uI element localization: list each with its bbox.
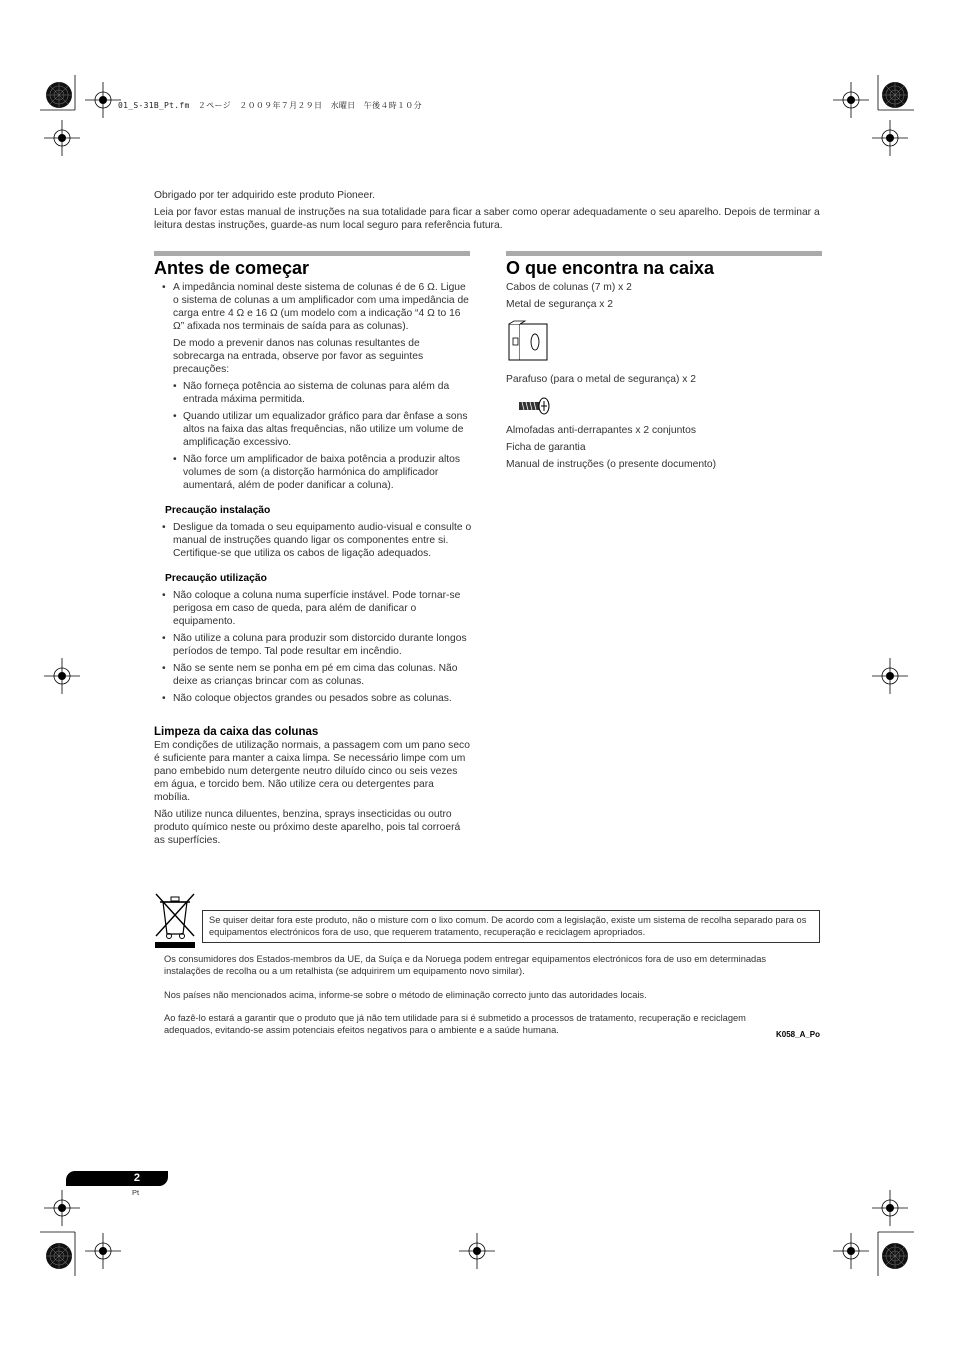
section-bar-left: [154, 251, 470, 256]
cleaning-title: Limpeza da caixa das colunas: [154, 726, 319, 738]
use-bullet: • Não utilize a coluna para produzir som distorcido durante longos períodos de tempo. Tal pode resultar em incêndio.: [154, 632, 472, 658]
before-title: Antes de começar: [154, 258, 310, 278]
impedance-bullet: • A impedância nominal deste sistema de colunas é de 6 Ω. Ligue o sistema de colunas a um amplificador com uma impedância de carga entre 4 Ω e 16 Ω (um modelo com a indicação “4 Ω to 16 Ω” afixada nos terminais de saída para as colunas).: [154, 281, 472, 333]
safety-metal-icon: [505, 320, 549, 366]
intro-thanks: Obrigado por ter adquirido este produto Pioneer.: [154, 190, 375, 201]
box-item-safety-metal: Metal de segurança x 2: [506, 299, 614, 310]
page-language: Pt: [132, 1188, 140, 1197]
weee-notice-text: Se quiser deitar fora este produto, não o misture com o lixo comum. De acordo com a legislação, existe um sistema de recolha separado para os equipamentos electrónicos fora de uso, que requerem tratamento, recuperação e reciclagem apropriados.: [209, 915, 807, 937]
section-bar-right: [506, 251, 822, 256]
screw-icon: [516, 396, 552, 416]
box-item-warranty: Ficha de garantia: [506, 442, 586, 453]
box-title: O que encontra na caixa: [506, 258, 715, 278]
precaution-bullet: • Não forneça potência ao sistema de colunas para além da entrada máxima permitida.: [154, 380, 472, 406]
weee-paragraph-3: Ao fazê-lo estará a garantir que o produto que já não tem utilidade para si é submetido a processos de tratamento, recuperação e reciclagem adequados, evitando-se assim potenciais efeitos negativos para o ambiente e a saúde humana.: [164, 1013, 746, 1035]
use-bullet: • Não coloque objectos grandes ou pesados sobre as colunas.: [154, 692, 472, 705]
page-number-tab: [66, 1171, 168, 1186]
weee-bin-icon: [152, 890, 198, 952]
page-number: 2: [133, 1172, 140, 1184]
box-item-pads: Almofadas anti-derrapantes x 2 conjuntos: [506, 425, 697, 436]
precaution-bullet: • Não force um amplificador de baixa potência a produzir altos volumes de som (a distorção harmónica do amplificador aumentará, além de poder danificar a coluna).: [154, 453, 472, 492]
overload-intro: De modo a prevenir danos nas colunas resultantes de sobrecarga na entrada, observe por favor as seguintes precauções:: [173, 338, 424, 375]
use-bullet: • Não se sente nem se ponha em pé em cima das colunas. Não deixe as crianças brincar com as colunas.: [154, 662, 472, 688]
intro-instructions: Leia por favor estas manual de instruções na sua totalidade para ficar a saber como operar adequadamente o seu aparelho. Depois de terminar a leitura destas instruções, guarde-as num local seguro para referência futura.: [154, 207, 820, 231]
box-item-screw: Parafuso (para o metal de segurança) x 2: [506, 374, 697, 385]
cleaning-paragraph-1: Em condições de utilização normais, a passagem com um pano seco é suficiente para manter a caixa limpa. Se necessário limpe com um pano embebido num detergente neutro diluído cinco ou seis vezes em água, e torcido bem. Não utilize cera ou detergentes para mobília.: [154, 740, 470, 803]
install-bullet: • Desligue da tomada o seu equipamento audio-visual e consulte o manual de instruções quando ligar os componentes entre si. Certifique-se que utiliza os cabos de ligação adequados.: [154, 521, 472, 560]
weee-notice-box: [202, 910, 820, 943]
weee-paragraph-2: Nos países não mencionados acima, informe-se sobre o método de eliminação correcto junto das autoridades locais.: [164, 990, 647, 1000]
use-title: Precaução utilização: [165, 573, 267, 584]
box-item-cables: Cabos de colunas (7 m) x 2: [506, 282, 632, 293]
box-item-manual: Manual de instruções (o presente documento): [506, 459, 717, 470]
before-content: [154, 281, 472, 847]
install-title: Precaução instalação: [165, 505, 271, 516]
file-header: 01_S-31B_Pt.fm ２ページ ２００９年７月２９日 水曜日 午後４時１０分: [118, 101, 422, 110]
precaution-bullet: • Quando utilizar um equalizador gráfico para dar ênfase a sons altos na faixa das altas frequências, não utilize um volume de amplificação excessivo.: [154, 410, 472, 449]
cleaning-paragraph-2: Não utilize nunca diluentes, benzina, sprays insecticidas ou outro produto químico neste ou próximo deste aparelho, pois tal corroerá as superfícies.: [154, 809, 461, 846]
use-bullet: • Não coloque a coluna numa superfície instável. Pode tornar-se perigosa em caso de queda, para além de danificar o equipamento.: [154, 589, 472, 628]
weee-code: K058_A_Po: [776, 1030, 821, 1039]
weee-paragraph-1: Os consumidores dos Estados-membros da UE, da Suíça e da Noruega podem entregar equipamentos electrónicos fora de uso em determinadas instalações de recolha ou a um retalhista (se adquirirem um equipamento novo similar).: [164, 954, 767, 976]
